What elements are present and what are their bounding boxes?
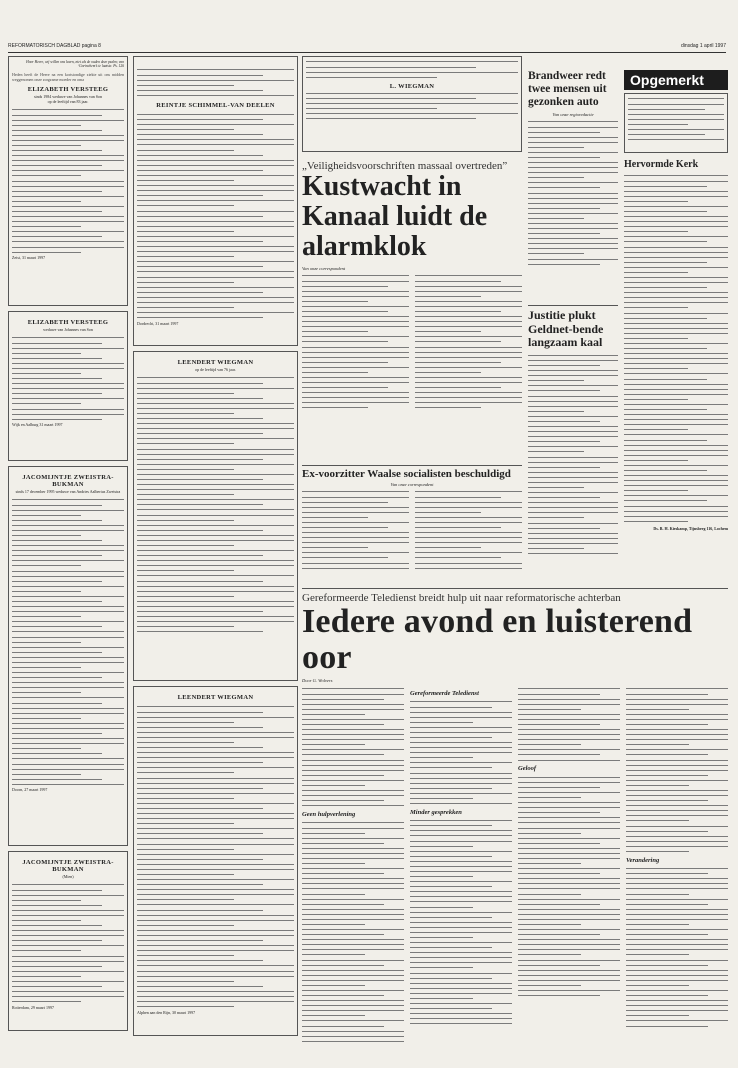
advert-deceased-age: op de leeftijd van 76 jaar. [195,367,236,372]
opgemerkt-intro [624,93,728,153]
article-body [302,274,522,411]
article-byline: Van onze correspondent [390,482,434,487]
article-kicker: Gereformeerde Teledienst breidt hulp uit naar reformatorische achterban [302,592,621,604]
advert-place-date: Wijk en Aalburg 31 maart 1997 [12,422,63,428]
advert-versteeg-1 [8,56,128,306]
advert-deceased-name: ELIZABETH VERSTEEG [27,319,109,326]
advert-wiegman-2 [133,686,298,1036]
article-brandweer [528,70,618,300]
opgemerkt-banner: Opgemerkt [624,70,728,90]
article-headline: Hervormde Kerk [624,159,699,170]
advert-place-date: Alphen aan den Rijn, 30 maart 1997 [137,1009,196,1015]
article-kicker: „Veiligheidsvoorschriften massaal overtreden” [302,160,508,172]
advert-filler [12,498,124,787]
advert-filler [12,883,124,1004]
advert-wiegman-l [302,56,522,152]
paper-page-label: REFORMATORISCH DAGBLAD pagina 8 [8,43,101,49]
advert-deceased-name: ELIZABETH VERSTEEG [27,86,109,93]
advert-deceased-name: JACOMIJNTJE ZWEISTRA-BUKMAN [22,859,114,873]
article-subhead: Gereformeerde Teledienst [410,690,479,697]
advert-deceased-name: JACOMIJNTJE ZWEISTRA-BUKMAN [22,474,114,488]
article-subhead: Minder gesprekken [410,808,462,816]
advert-place-date: Rotterdam, 29 maart 1997 [12,1004,54,1010]
advert-verse: Hoor Heere, wij willen ons laven, niet als de ouden deze psalm; van ‘Gorinchem’s te laatste. Ps. 126 [26,60,124,68]
advert-filler [306,60,518,79]
advert-filler [306,91,518,121]
article-body [528,354,618,556]
article-author: Ds. B. H. Kieskamp, Tijnsberg 116, Lochem [653,525,728,531]
advert-deceased-sub: sinds 17 december 1995 weduwe van Andries Aalbertus Zweistra [15,489,121,494]
advert-place-date: Zeist, 31 maart 1997 [12,255,46,261]
advert-filler [12,108,124,254]
article-headline: Justitie plukt Geldnet-bende langzaam kaal [528,308,604,349]
advert-verse [137,60,294,64]
article-teledienst [302,588,728,1044]
article-body [528,120,618,266]
opgemerkt-column [624,70,728,580]
article-body [302,490,522,571]
advert-column-2 [133,56,298,1046]
article-headline: Iedere avond en luisterend oor [302,603,693,676]
advert-versteeg-2 [8,311,128,461]
article-body [302,687,728,1044]
advert-filler [137,68,294,98]
advert-deceased-sub: sinds 1984 weduwe van Johannes van Son [34,94,102,99]
advert-zweistra-2 [8,851,128,1031]
article-subhead: Verandering [626,856,660,864]
paper-date: dinsdag 1 april 1997 [680,43,726,49]
advert-place-date: Dordrecht, 31 maart 1997 [137,320,179,326]
advert-filler [137,113,294,320]
advert-zweistra-1 [8,466,128,846]
advert-filler [137,376,294,634]
article-kustwacht [302,160,522,460]
article-justitie [528,305,618,581]
advert-deceased-name: LEENDERT WIEGMAN [177,359,254,366]
article-subhead: Geen hulpverlening [302,810,356,818]
advert-deceased-name: LEENDERT WIEGMAN [177,694,254,701]
article-headline: Ex-voorzitter Waalse socialisten beschuldigd [302,468,511,480]
article-byline: Door G. Wolvers [302,678,333,683]
article-headline: Kustwacht in Kanaal luidt de alarmklok [302,171,488,262]
article-subhead: Geloof [518,765,537,773]
advert-place-date: Doorn, 27 maart 1997 [12,787,48,793]
advert-deceased-age: op de leeftijd van 83 jaar. [47,99,89,104]
article-byline: Van onze correspondent [302,266,346,271]
advert-filler [137,705,294,1009]
advert-filler [12,336,124,421]
article-body [624,174,728,524]
advert-deceased-sub: (Mien) [62,874,74,879]
article-ex-voorzitter [302,465,522,581]
advert-signature: L. WIEGMAN [389,83,435,91]
advert-deceased-name: REINTJE SCHIMMEL-VAN DEELEN [156,101,275,109]
advert-schimmel [133,56,298,346]
article-headline: Brandweer redt twee mensen uit gezonken auto [528,70,607,108]
advert-wiegman-1 [133,351,298,681]
advert-column-1 [8,56,128,1046]
article-byline: Van onze regioredactie [552,112,594,117]
advert-intro: Heden heeft de Heere na een kortstondige ziekte uit ons midden weggenomen onze zorgzame moeder en oma [12,72,124,82]
page-header [8,42,726,53]
advert-deceased-sub: weduwe van Johannes van Son [43,327,93,332]
